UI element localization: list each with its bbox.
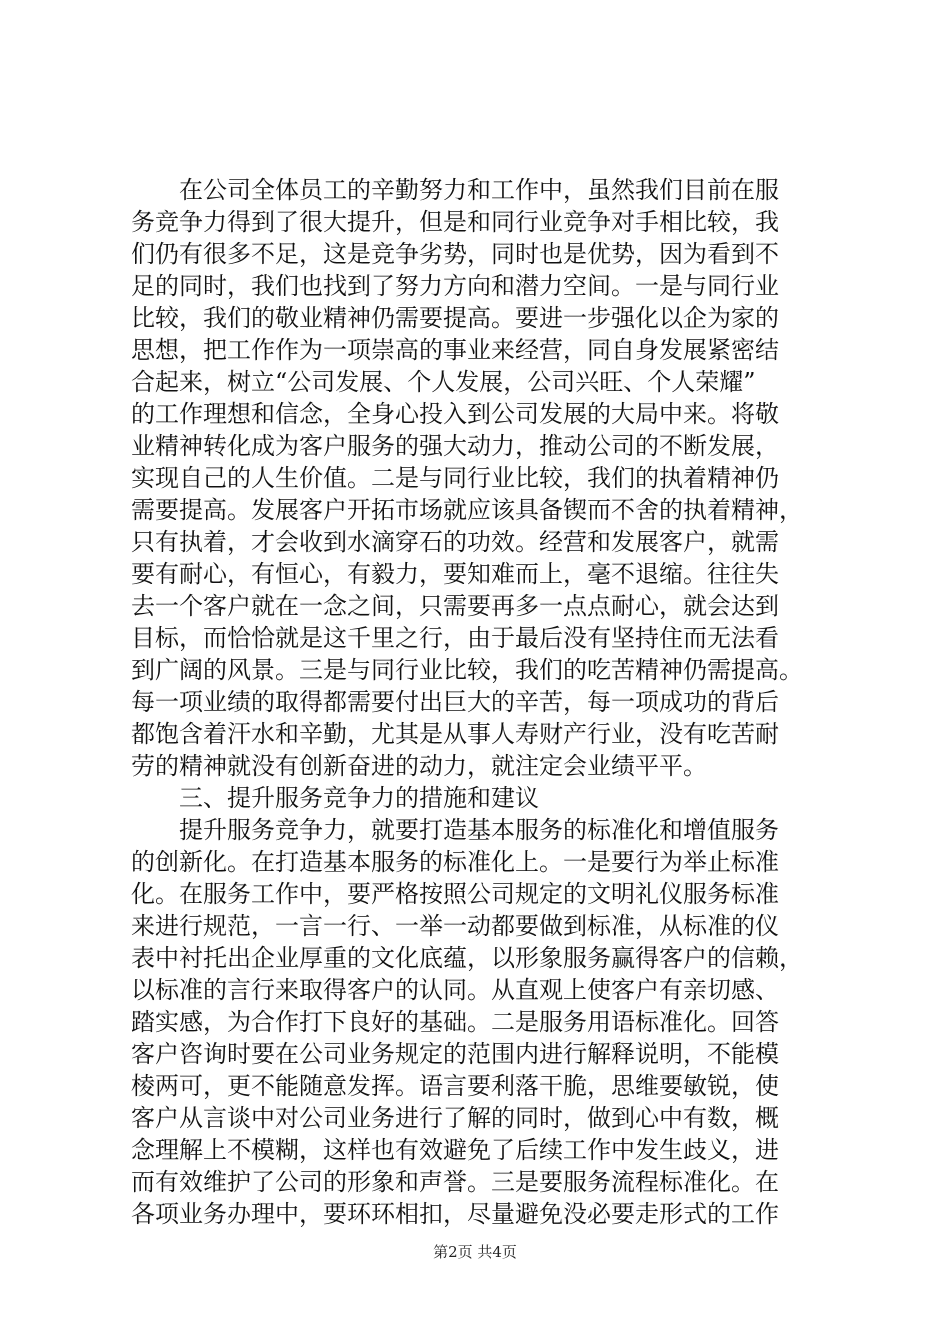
text-line: 提升服务竞争力，就要打造基本服务的标准化和增值服务 [131,816,779,844]
text-line: 的创新化。在打造基本服务的标准化上。一是要行为举止标准 [131,848,779,876]
text-line: 思想，把工作作为一项崇高的事业来经营，同自身发展紧密结 [131,336,779,364]
text-line: 目标，而恰恰就是这千里之行，由于最后没有坚持住而无法看 [131,624,779,652]
text-line: 三、提升服务竞争力的措施和建议 [131,784,539,812]
text-line: 都饱含着汗水和辛勤，尤其是从事人寿财产行业，没有吃苦耐 [131,720,779,748]
text-line: 实现自己的人生价值。二是与同行业比较，我们的执着精神仍 [131,464,779,492]
text-line: 而有效维护了公司的形象和声誉。三是要服务流程标准化。在 [131,1168,779,1196]
text-line: 念理解上不模糊，这样也有效避免了后续工作中发生歧义，进 [131,1136,779,1164]
text-line: 每一项业绩的取得都需要付出巨大的辛苦，每一项成功的背后 [131,688,779,716]
text-line: 的工作理想和信念，全身心投入到公司发展的大局中来。将敬 [131,400,779,428]
text-line: 到广阔的风景。三是与同行业比较，我们的吃苦精神仍需提高。 [131,656,803,684]
text-line: 来进行规范，一言一行、一举一动都要做到标准，从标准的仪 [131,912,779,940]
text-line: 去一个客户就在一念之间，只需要再多一点点耐心，就会达到 [131,592,779,620]
page-number-footer: 第2页 共4页 [433,1243,517,1261]
document-body [131,174,831,1230]
text-line: 各项业务办理中，要环环相扣，尽量避免没必要走形式的工作 [131,1200,779,1228]
text-line: 在公司全体员工的辛勤努力和工作中，虽然我们目前在服 [131,176,779,204]
text-line: 务竞争力得到了很大提升，但是和同行业竞争对手相比较，我 [131,208,779,236]
text-line: 以标准的言行来取得客户的认同。从直观上使客户有亲切感、 [131,976,779,1004]
text-line: 比较，我们的敬业精神仍需要提高。要进一步强化以企为家的 [131,304,779,332]
text-line: 客户咨询时要在公司业务规定的范围内进行解释说明，不能模 [131,1040,779,1068]
text-line: 要有耐心，有恒心，有毅力，要知难而上，毫不退缩。往往失 [131,560,779,588]
text-line: 需要提高。发展客户开拓市场就应该具备锲而不舍的执着精神， [131,496,803,524]
text-line: 化。在服务工作中，要严格按照公司规定的文明礼仪服务标准 [131,880,779,908]
text-line: 足的同时，我们也找到了努力方向和潜力空间。一是与同行业 [131,272,779,300]
text-line: 们仍有很多不足，这是竞争劣势，同时也是优势，因为看到不 [131,240,779,268]
text-line: 劳的精神就没有创新奋进的动力，就注定会业绩平平。 [131,752,707,780]
text-line: 表中衬托出企业厚重的文化底蕴，以形象服务赢得客户的信赖， [131,944,803,972]
text-line: 客户从言谈中对公司业务进行了解的同时，做到心中有数，概 [131,1104,779,1132]
text-line: 棱两可，更不能随意发挥。语言要利落干脆，思维要敏锐，使 [131,1072,779,1100]
text-line: 踏实感，为合作打下良好的基础。二是服务用语标准化。回答 [131,1008,779,1036]
text-line: 只有执着，才会收到水滴穿石的功效。经营和发展客户，就需 [131,528,779,556]
text-line: 合起来，树立“公司发展、个人发展，公司兴旺、个人荣耀” [131,368,756,396]
text-line: 业精神转化成为客户服务的强大动力，推动公司的不断发展， [131,432,779,460]
